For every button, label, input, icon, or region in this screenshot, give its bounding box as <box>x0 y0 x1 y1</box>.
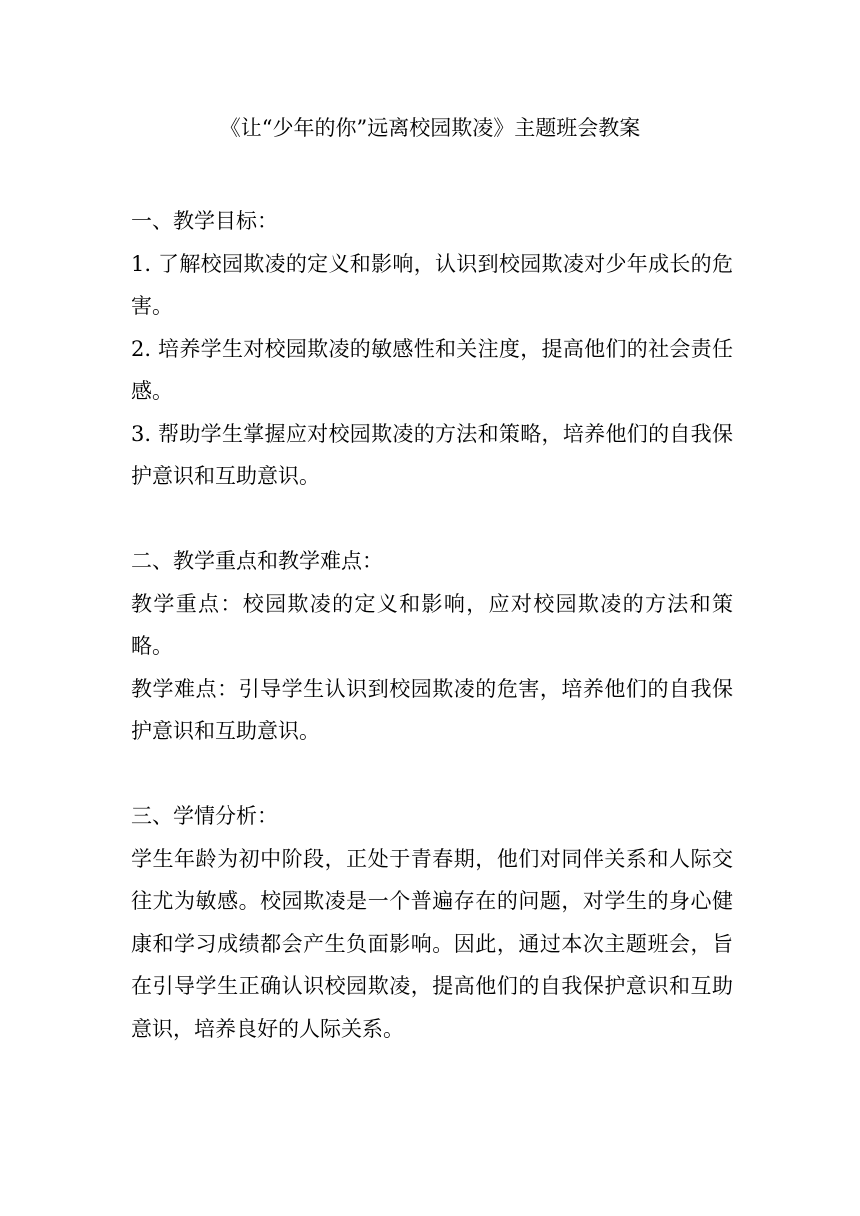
section-heading: 一、教学目标： <box>131 209 278 233</box>
objective-item: 2. 培养学生对校园欺凌的敏感性和关注度，提高他们的社会责任感。 <box>131 336 733 403</box>
section-key-points <box>131 540 733 753</box>
document-body <box>131 200 733 1093</box>
teaching-difficulty: 教学难点：引导学生认识到校园欺凌的危害，培养他们的自我保护意识和互助意识。 <box>131 676 733 743</box>
section-student-analysis <box>131 795 733 1050</box>
analysis-paragraph: 学生年龄为初中阶段，正处于青春期，他们对同伴关系和人际交往尤为敏感。校园欺凌是一个普遍存在的问题，对学生的身心健康和学习成绩都会产生负面影响。因此，通过本次主题班会，旨在引导学生正确认识校园欺凌，提高他们的自我保护意识和互助意识，培养良好的人际关系。 <box>131 846 733 1041</box>
teaching-focus: 教学重点：校园欺凌的定义和影响，应对校园欺凌的方法和策略。 <box>131 591 733 658</box>
section-heading: 二、教学重点和教学难点： <box>131 549 383 573</box>
objective-item: 1. 了解校园欺凌的定义和影响，认识到校园欺凌对少年成长的危害。 <box>131 251 733 318</box>
section-heading: 三、学情分析： <box>131 804 278 828</box>
objective-item: 3. 帮助学生掌握应对校园欺凌的方法和策略，培养他们的自我保护意识和互助意识。 <box>131 421 733 488</box>
section-teaching-objectives <box>131 200 733 498</box>
document-title: 《让“少年的你”远离校园欺凌》主题班会教案 <box>219 116 641 140</box>
